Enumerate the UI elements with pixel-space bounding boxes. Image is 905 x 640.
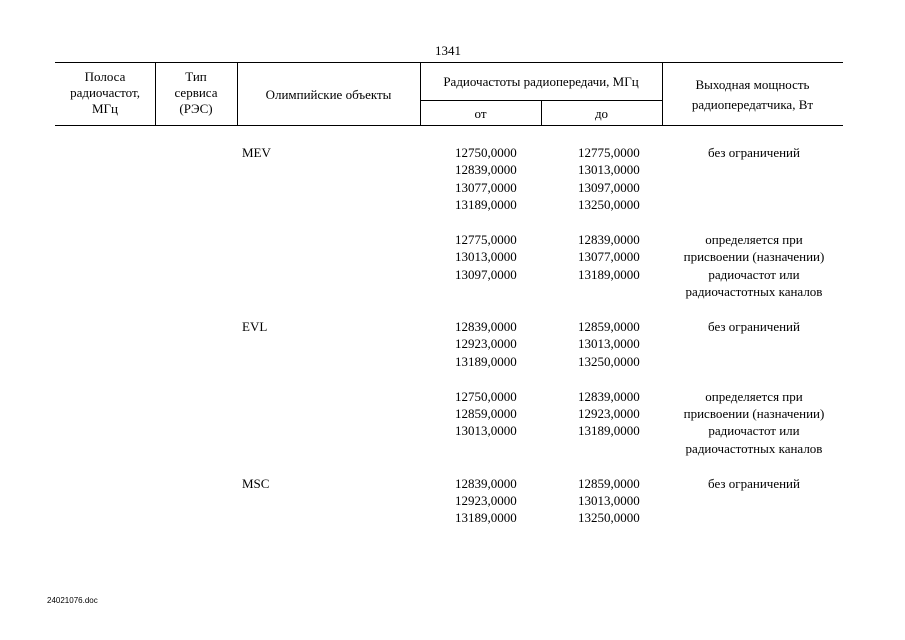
header-power xyxy=(662,77,843,113)
power-cell: без ограничений xyxy=(708,475,800,491)
freq-to-cell: 13250,0000 xyxy=(578,510,640,526)
freq-from-cell: 13097,0000 xyxy=(455,266,517,282)
freq-to-cell: 12859,0000 xyxy=(578,475,640,491)
header-freq: Радиочастоты радиопередачи, МГц xyxy=(443,74,639,89)
power-cell: присвоении (назначении) xyxy=(683,249,825,265)
freq-from-cell: 13189,0000 xyxy=(455,353,517,369)
freq-to-cell: 12839,0000 xyxy=(578,388,640,404)
power-cell: определяется при xyxy=(705,388,803,404)
page-number: 1341 xyxy=(435,43,461,58)
header-band-line: радиочастот, xyxy=(70,85,140,100)
power-cell: присвоении (назначении) xyxy=(683,406,825,421)
object-code: EVL xyxy=(242,319,268,334)
freq-from-cell: 12750,0000 xyxy=(455,388,517,404)
freq-from-cell: 12839,0000 xyxy=(455,162,517,178)
object-code: MEV xyxy=(242,145,271,160)
freq-to-cell: 12839,0000 xyxy=(578,232,640,247)
freq-from-cell: 13077,0000 xyxy=(455,179,517,195)
header-power-line: радиопередатчика, Вт xyxy=(691,97,814,112)
power-cell: радиочастотных каналов xyxy=(685,284,823,300)
object-code: MSC xyxy=(242,475,270,491)
freq-from-cell: 13013,0000 xyxy=(455,423,517,439)
freq-from-cell: 12839,0000 xyxy=(455,475,517,491)
freq-from-cell: 13189,0000 xyxy=(455,197,517,213)
power-cell: определяется при xyxy=(705,232,803,247)
freq-to-cell: 13097,0000 xyxy=(578,179,640,195)
freq-from-cell: 12775,0000 xyxy=(455,232,517,247)
table-top-rule xyxy=(55,62,843,63)
header-service-line: Тип xyxy=(185,69,207,84)
power-cell: радиочастот или xyxy=(708,423,800,439)
header-from: от xyxy=(474,106,487,121)
freq-from-cell: 12839,0000 xyxy=(455,319,517,334)
freq-to-cell: 13013,0000 xyxy=(578,336,640,352)
freq-to-cell: 13077,0000 xyxy=(578,249,640,265)
freq-to-cell: 13013,0000 xyxy=(578,162,640,178)
header-band xyxy=(55,69,155,117)
power-cell: радиочастотных каналов xyxy=(685,440,823,456)
freq-from-cell: 12923,0000 xyxy=(455,336,517,352)
freq-from-cell: 12859,0000 xyxy=(455,406,517,421)
freq-to-cell: 13250,0000 xyxy=(578,353,640,369)
freq-from-cell: 13189,0000 xyxy=(455,510,517,526)
header-service xyxy=(155,69,237,117)
footer-filename: 24021076.doc xyxy=(47,596,98,605)
header-power-line: Выходная мощность xyxy=(695,77,810,92)
power-cell: радиочастот или xyxy=(708,266,800,282)
header-band-line: МГц xyxy=(91,101,119,116)
freq-to-cell: 13189,0000 xyxy=(578,423,640,439)
freq-to-cell: 13189,0000 xyxy=(578,266,640,282)
freq-to-cell: 13013,0000 xyxy=(578,493,640,508)
table-header-bottom-rule xyxy=(55,125,843,126)
power-cell: без ограничений xyxy=(708,319,800,334)
freq-from-cell: 12923,0000 xyxy=(455,493,517,508)
freq-to-cell: 12775,0000 xyxy=(578,145,640,160)
header-band-line: Полоса xyxy=(84,69,126,84)
freq-from-cell: 12750,0000 xyxy=(455,145,517,160)
header-service-line: (РЭС) xyxy=(179,101,213,116)
power-cell: без ограничений xyxy=(708,145,800,160)
freq-to-cell: 13250,0000 xyxy=(578,197,640,213)
freq-to-cell: 12923,0000 xyxy=(578,406,640,421)
header-service-line: сервиса xyxy=(174,85,218,100)
freq-to-cell: 12859,0000 xyxy=(578,319,640,334)
header-objects: Олимпийские объекты xyxy=(265,87,392,102)
freq-from-cell: 13013,0000 xyxy=(455,249,517,265)
header-to: до xyxy=(594,106,609,121)
